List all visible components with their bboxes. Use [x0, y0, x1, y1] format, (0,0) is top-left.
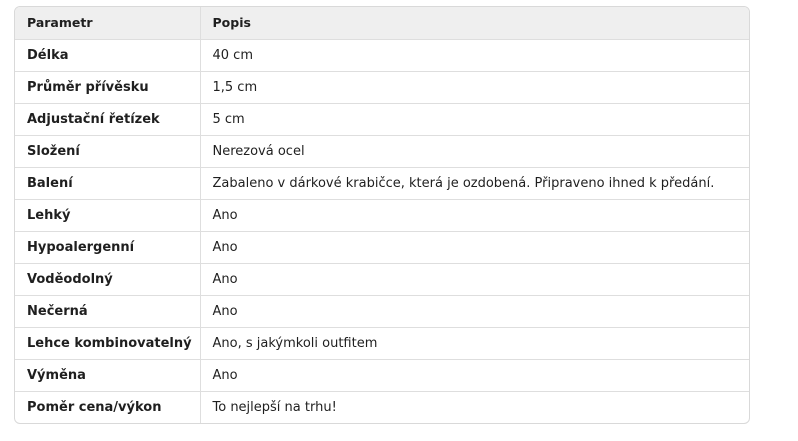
row-parameter: Průměr přívěsku	[15, 71, 200, 103]
table-row	[15, 135, 749, 167]
table-header-row	[15, 7, 749, 39]
row-parameter: Poměr cena/výkon	[27, 399, 162, 415]
row-parameter: Nečerná	[15, 295, 200, 327]
table-row	[15, 103, 749, 135]
row-description: Ano	[200, 263, 749, 295]
table-row	[15, 199, 749, 231]
header-popis: Popis	[200, 7, 749, 39]
row-description: 40 cm	[200, 39, 749, 71]
row-parameter: Složení	[15, 135, 200, 167]
row-parameter: Adjustační řetízek	[15, 103, 200, 135]
row-parameter: Balení	[15, 167, 200, 199]
table-row	[15, 327, 749, 359]
row-parameter: Hypoalergenní	[15, 231, 200, 263]
row-parameter: Délka	[15, 39, 200, 71]
header-parametr: Parametr	[15, 7, 200, 39]
row-description: 5 cm	[200, 103, 749, 135]
table-row	[15, 359, 749, 391]
table-row	[15, 167, 749, 199]
table-row	[15, 295, 749, 327]
parameters-table	[15, 7, 749, 423]
table-row	[15, 263, 749, 295]
row-description: Ano	[200, 295, 749, 327]
row-description: Ano	[200, 231, 749, 263]
row-parameter: Lehce kombinovatelný	[15, 327, 200, 359]
table-row	[15, 39, 749, 71]
parameters-table-container	[14, 6, 750, 424]
row-description: Ano	[200, 199, 749, 231]
table-row	[15, 231, 749, 263]
row-description: 1,5 cm	[200, 71, 749, 103]
table-row	[15, 391, 749, 423]
table-row	[15, 71, 749, 103]
row-parameter: Lehký	[15, 199, 200, 231]
row-description: To nejlepší na trhu!	[200, 391, 749, 423]
row-description: Zabaleno v dárkové krabičce, která je ozdobená. Připraveno ihned k předání.	[200, 167, 749, 199]
row-parameter: Voděodolný	[15, 263, 200, 295]
row-description: Nerezová ocel	[200, 135, 749, 167]
row-description: Ano, s jakýmkoli outfitem	[200, 327, 749, 359]
row-parameter: Výměna	[15, 359, 200, 391]
row-description: Ano	[200, 359, 749, 391]
